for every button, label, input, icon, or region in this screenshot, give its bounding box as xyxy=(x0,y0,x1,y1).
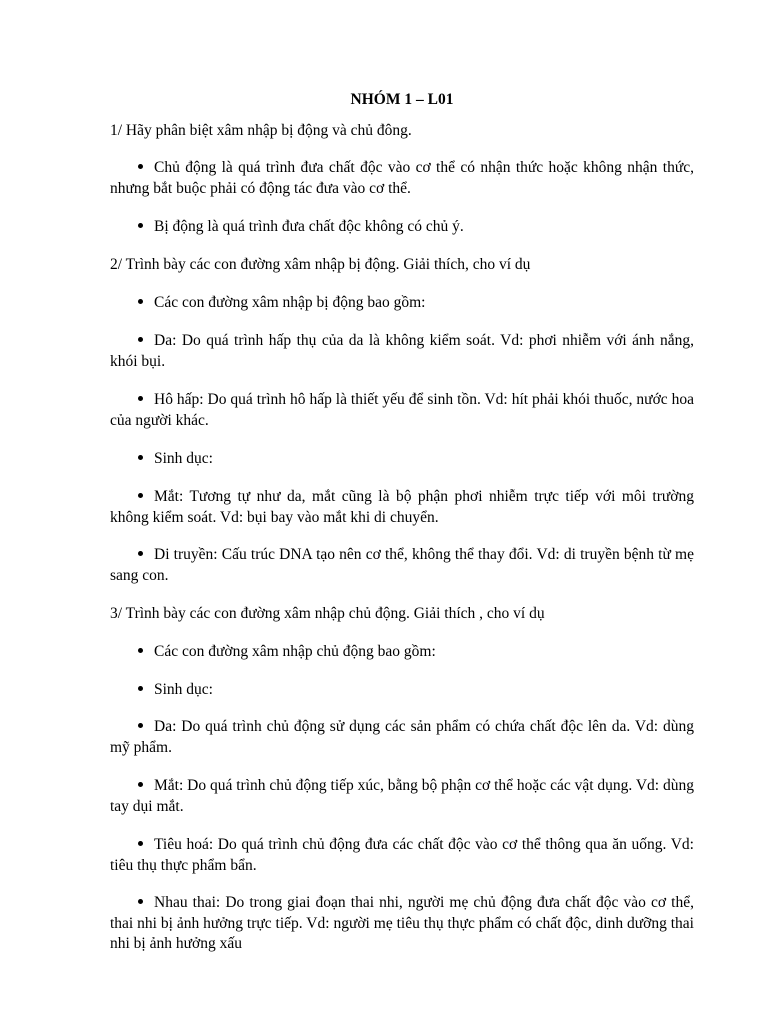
question-2-heading: 2/ Trình bày các con đường xâm nhập bị động. Giải thích, cho ví dụ xyxy=(110,256,531,273)
q2-bullet-reproductive: Sinh dục: xyxy=(110,449,694,470)
bullet-dot-icon xyxy=(138,396,143,401)
bullet-dot-icon xyxy=(138,782,143,787)
q3-bullet-intro: Các con đường xâm nhập chủ động bao gồm: xyxy=(110,642,694,663)
bullet-dot-icon xyxy=(138,686,143,691)
q2-bullet-intro: Các con đường xâm nhập bị động bao gồm: xyxy=(110,293,694,314)
question-1-heading: 1/ Hãy phân biệt xâm nhập bị động và chủ đông. xyxy=(110,122,412,139)
bullet-dot-icon xyxy=(138,648,143,653)
q1-bullet-passive: Bị động là quá trình đưa chất độc không có chủ ý. xyxy=(110,217,694,238)
bullet-dot-icon xyxy=(138,223,143,228)
q2-bullet-skin: Da: Do quá trình hấp thụ của da là không kiểm soát. Vd: phơi nhiễm với ánh nắng, khói bụi. xyxy=(110,332,694,370)
bullet-dot-icon xyxy=(138,841,143,846)
question-3-heading: 3/ Trình bày các con đường xâm nhập chủ động. Giải thích , cho ví dụ xyxy=(110,605,545,622)
q2-bullet-genetics: Di truyền: Cấu trúc DNA tạo nên cơ thể, không thể thay đổi. Vd: di truyền bệnh từ mẹ sang con. xyxy=(110,546,694,584)
q3-bullet-reproductive: Sinh dục: xyxy=(110,680,694,701)
q3-bullet-digestion: Tiêu hoá: Do quá trình chủ động đưa các chất độc vào cơ thể thông qua ăn uống. Vd: tiêu thụ thực phẩm bẩn. xyxy=(110,836,694,874)
bullet-dot-icon xyxy=(138,551,143,556)
bullet-dot-icon xyxy=(138,164,143,169)
q3-bullet-eyes: Mắt: Do quá trình chủ động tiếp xúc, bằng bộ phận cơ thể hoặc các vật dụng. Vd: dùng tay dụi mắt. xyxy=(110,777,694,815)
q2-bullet-respiration: Hô hấp: Do quá trình hô hấp là thiết yếu để sinh tồn. Vd: hít phải khói thuốc, nước hoa của người khác. xyxy=(110,391,694,429)
document-page xyxy=(110,0,694,1024)
q3-bullet-placenta: Nhau thai: Do trong giai đoạn thai nhi, người mẹ chủ động đưa chất độc vào cơ thể, thai nhi bị ảnh hưởng trực tiếp. Vd: người mẹ tiêu thụ thực phẩm có chất độc, dinh dưỡng thai nhi bị ảnh hưởng xấu xyxy=(110,894,694,952)
bullet-dot-icon xyxy=(138,899,143,904)
document-title: NHÓM 1 – L01 xyxy=(350,91,454,108)
q1-bullet-active: Chủ động là quá trình đưa chất độc vào cơ thể có nhận thức hoặc không nhận thức, nhưng bắt buộc phải có động tác đưa vào cơ thể. xyxy=(110,159,694,197)
q3-bullet-skin: Da: Do quá trình chủ động sử dụng các sản phẩm có chứa chất độc lên da. Vd: dùng mỹ phẩm. xyxy=(110,718,694,756)
bullet-dot-icon xyxy=(138,337,143,342)
q2-bullet-eyes: Mắt: Tương tự như da, mắt cũng là bộ phận phơi nhiễm trực tiếp với môi trường không kiểm soát. Vd: bụi bay vào mắt khi di chuyển. xyxy=(110,488,694,526)
bullet-dot-icon xyxy=(138,299,143,304)
bullet-dot-icon xyxy=(138,455,143,460)
bullet-dot-icon xyxy=(138,493,143,498)
bullet-dot-icon xyxy=(138,723,143,728)
